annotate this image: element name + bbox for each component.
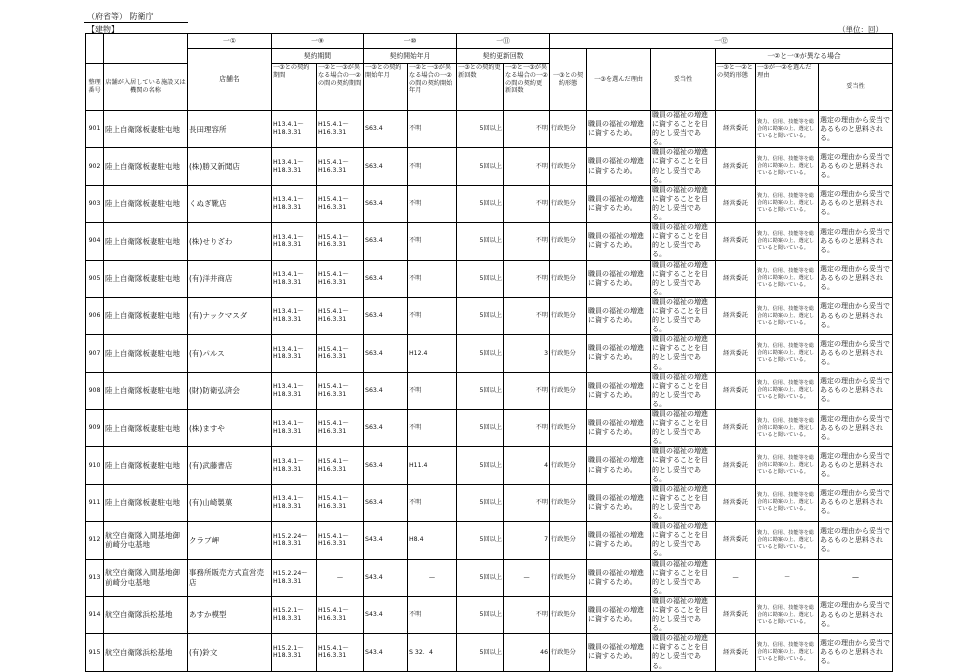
start-3-cell: S63.4 (364, 185, 408, 222)
form-23-cell: 経営委託 (716, 111, 756, 148)
renew-3-cell: 5回以上 (457, 297, 504, 334)
facility-cell: 陸上自衛隊板妻駐屯地 (104, 223, 188, 260)
renew-3-cell: 5回以上 (457, 372, 504, 409)
period-23-cell: H15.4.1～ H16.3.31 (317, 223, 364, 260)
form-3-cell: 行政処分 (550, 596, 587, 633)
renew-3-cell: 5回以上 (457, 335, 504, 372)
period-3-cell: H13.4.1～ H18.3.31 (272, 185, 317, 222)
col-header-renew-3: 一③との契約更新回数 (457, 64, 504, 111)
shop-name-cell: 事務所販売方式直営売店 (188, 559, 272, 596)
renew-23-cell: 不明 (504, 185, 550, 222)
period-23-cell: H15.4.1～ H16.3.31 (317, 410, 364, 447)
period-23-cell: H15.4.1～ H16.3.31 (317, 148, 364, 185)
reason-3-cell: 職員の福祉の増進に資するため。 (587, 522, 651, 559)
seq-no-cell: 914 (86, 596, 104, 633)
category-label: 【建物】 (87, 25, 119, 34)
period-23-cell: H15.4.1～ H16.3.31 (317, 297, 364, 334)
reason-23-cell: 資力、信用、技能等を総合的に勘案の上、選定していると聞いている。 (756, 522, 819, 559)
col-header-form-3: 一③との契約形態 (550, 49, 587, 111)
validity-cell: 職員の福祉の増進に資することを目的とし妥当である。 (651, 372, 716, 409)
seq-no-cell: 905 (86, 260, 104, 297)
form-3-cell: 行政処分 (550, 148, 587, 185)
start-3-cell: S63.4 (364, 447, 408, 484)
col-header-facility: 店舗が入居している施設又は機関の名称 (104, 64, 188, 111)
facility-cell: 陸上自衛隊板妻駐屯地 (104, 111, 188, 148)
reason-23-cell: 資力、信用、技能等を総合的に勘案の上、選定していると聞いている。 (756, 634, 819, 671)
table-row (86, 148, 893, 185)
col-header-validity: 妥当性 (651, 49, 716, 111)
col-header-seq-no: 整理番号 (86, 64, 104, 111)
reason-23-cell: 資力、信用、技能等を総合的に勘案の上、選定していると聞いている。 (756, 111, 819, 148)
seq-no-cell: 910 (86, 447, 104, 484)
form-3-cell: 行政処分 (550, 410, 587, 447)
start-23-cell: 不明 (408, 372, 457, 409)
reason-3-cell: 職員の福祉の増進に資するため。 (587, 634, 651, 671)
table-row (86, 297, 893, 334)
blank-header-cell (86, 34, 104, 64)
form-23-cell: 経営委託 (716, 223, 756, 260)
period-3-cell: H13.4.1～ H18.3.31 (272, 260, 317, 297)
facility-cell: 陸上自衛隊板妻駐屯地 (104, 297, 188, 334)
group-header-11: 一⑪ (457, 34, 550, 49)
shop-name-cell: 長田理容所 (188, 111, 272, 148)
reason-3-cell: 職員の福祉の増進に資するため。 (587, 297, 651, 334)
period-3-cell: H15.2.1～ H18.3.31 (272, 634, 317, 671)
validity-cell: 職員の福祉の増進に資することを目的とし妥当である。 (651, 260, 716, 297)
validity-cell: 職員の福祉の増進に資することを目的とし妥当である。 (651, 596, 716, 633)
form-23-cell: 経営委託 (716, 260, 756, 297)
renew-3-cell: 5回以上 (457, 596, 504, 633)
renew-23-cell: 不明 (504, 148, 550, 185)
validity-23-cell: — (819, 559, 893, 596)
blank-header-cell (104, 34, 188, 64)
shop-name-cell: (有)洋井商店 (188, 260, 272, 297)
start-3-cell: S63.4 (364, 260, 408, 297)
reason-23-cell: 資力、信用、技能等を総合的に勘案の上、選定していると聞いている。 (756, 596, 819, 633)
renew-23-cell: 4 (504, 447, 550, 484)
reason-3-cell: 職員の福祉の増進に資するため。 (587, 410, 651, 447)
start-23-cell: H8.4 (408, 522, 457, 559)
table-row (86, 559, 893, 596)
form-3-cell: 行政処分 (550, 522, 587, 559)
period-23-cell: H15.4.1～ H16.3.31 (317, 484, 364, 521)
validity-cell: 職員の福祉の増進に資することを目的とし妥当である。 (651, 185, 716, 222)
sub-header-contract-start: 契約開始年月 (364, 49, 457, 64)
table-row (86, 185, 893, 222)
start-3-cell: S63.4 (364, 297, 408, 334)
reason-3-cell: 職員の福祉の増進に資するため。 (587, 447, 651, 484)
validity-cell: 職員の福祉の増進に資することを目的とし妥当である。 (651, 223, 716, 260)
reason-23-cell: 資力、信用、技能等を総合的に勘案の上、選定していると聞いている。 (756, 335, 819, 372)
table-row (86, 223, 893, 260)
reason-23-cell: 資力、信用、技能等を総合的に勘案の上、選定していると聞いている。 (756, 260, 819, 297)
contract-table (85, 33, 893, 672)
validity-23-cell: 選定の理由から妥当であるものと思料される。 (819, 260, 893, 297)
ministry-label: （府省等） 防衛庁 (87, 12, 154, 21)
form-3-cell: 行政処分 (550, 297, 587, 334)
validity-cell: 職員の福祉の増進に資することを目的とし妥当である。 (651, 335, 716, 372)
shop-name-cell: (株)ますや (188, 410, 272, 447)
facility-cell: 航空自衛隊浜松基地 (104, 634, 188, 671)
facility-cell: 陸上自衛隊板妻駐屯地 (104, 335, 188, 372)
start-23-cell: H11.4 (408, 447, 457, 484)
start-23-cell: S 32．4 (408, 634, 457, 671)
period-23-cell: H15.4.1～ H16.3.31 (317, 447, 364, 484)
renew-23-cell: 7 (504, 522, 550, 559)
validity-cell: 職員の福祉の増進に資することを目的とし妥当である。 (651, 634, 716, 671)
period-23-cell: H15.4.1～ H16.3.31 (317, 260, 364, 297)
period-23-cell: H15.4.1～ H16.3.31 (317, 634, 364, 671)
facility-cell: 陸上自衛隊板妻駐屯地 (104, 372, 188, 409)
validity-23-cell: 選定の理由から妥当であるものと思料される。 (819, 447, 893, 484)
renew-23-cell: 不明 (504, 223, 550, 260)
form-3-cell: 行政処分 (550, 447, 587, 484)
reason-3-cell: 職員の福祉の増進に資するため。 (587, 335, 651, 372)
start-23-cell: H12.4 (408, 335, 457, 372)
form-23-cell: 経営委託 (716, 372, 756, 409)
sub-header-mismatch-case: 一②と一③が異なる場合 (716, 49, 893, 64)
form-23-cell: — (716, 559, 756, 596)
form-23-cell: 経営委託 (716, 522, 756, 559)
validity-cell: 職員の福祉の増進に資することを目的とし妥当である。 (651, 148, 716, 185)
table-row (86, 484, 893, 521)
table-row (86, 447, 893, 484)
table-row (86, 596, 893, 633)
validity-23-cell: 選定の理由から妥当であるものと思料される。 (819, 634, 893, 671)
form-23-cell: 経営委託 (716, 447, 756, 484)
period-23-cell: — (317, 559, 364, 596)
seq-no-cell: 906 (86, 297, 104, 334)
reason-23-cell: 資力、信用、技能等を総合的に勘案の上、選定していると聞いている。 (756, 447, 819, 484)
table-row (86, 335, 893, 372)
col-header-reason-23: 一③が一②を選んだ理由 (756, 64, 819, 111)
start-23-cell: 不明 (408, 596, 457, 633)
validity-23-cell: 選定の理由から妥当であるものと思料される。 (819, 148, 893, 185)
sub-header-renewal-count: 契約更新回数 (457, 49, 550, 64)
period-3-cell: H13.4.1～ H18.3.31 (272, 410, 317, 447)
reason-23-cell: 資力、信用、技能等を総合的に勘案の上、選定していると聞いている。 (756, 372, 819, 409)
seq-no-cell: 901 (86, 111, 104, 148)
renew-3-cell: 5回以上 (457, 559, 504, 596)
reason-23-cell: 資力、信用、技能等を総合的に勘案の上、選定していると聞いている。 (756, 185, 819, 222)
period-3-cell: H13.4.1～ H18.3.31 (272, 447, 317, 484)
start-23-cell: 不明 (408, 111, 457, 148)
period-3-cell: H15.2.1～ H18.3.31 (272, 596, 317, 633)
renew-23-cell: 不明 (504, 111, 550, 148)
shop-name-cell: (有)山崎製菓 (188, 484, 272, 521)
validity-23-cell: 選定の理由から妥当であるものと思料される。 (819, 522, 893, 559)
col-header-period-3: 一③との契約期間 (272, 64, 317, 111)
col-header-start-23: 一②と一③が異なる場合の一②の間の契約開始年月 (408, 64, 457, 111)
renew-3-cell: 5回以上 (457, 148, 504, 185)
renew-3-cell: 5回以上 (457, 410, 504, 447)
period-23-cell: H15.4.1～ H16.3.31 (317, 596, 364, 633)
period-23-cell: H15.4.1～ H16.3.31 (317, 522, 364, 559)
period-3-cell: H13.4.1～ H18.3.31 (272, 223, 317, 260)
table-row (86, 111, 893, 148)
reason-3-cell: 職員の福祉の増進に資するため。 (587, 484, 651, 521)
facility-cell: 航空自衛隊入間基地御前崎分屯基地 (104, 559, 188, 596)
period-3-cell: H13.4.1～ H18.3.31 (272, 148, 317, 185)
validity-23-cell: 選定の理由から妥当であるものと思料される。 (819, 484, 893, 521)
period-23-cell: H15.4.1～ H16.3.31 (317, 111, 364, 148)
renew-3-cell: 5回以上 (457, 484, 504, 521)
period-23-cell: H15.4.1～ H16.3.31 (317, 372, 364, 409)
reason-3-cell: 職員の福祉の増進に資するため。 (587, 223, 651, 260)
reason-23-cell: 資力、信用、技能等を総合的に勘案の上、選定していると聞いている。 (756, 484, 819, 521)
form-23-cell: 経営委託 (716, 484, 756, 521)
reason-3-cell: 職員の福祉の増進に資するため。 (587, 596, 651, 633)
form-23-cell: 経営委託 (716, 148, 756, 185)
col-header-period-23: 一②と一③が異なる場合の一②の間の契約期間 (317, 64, 364, 111)
seq-no-cell: 915 (86, 634, 104, 671)
start-23-cell: — (408, 559, 457, 596)
shop-name-cell: くぬぎ靴店 (188, 185, 272, 222)
renew-23-cell: 不明 (504, 410, 550, 447)
header-underline (84, 22, 188, 23)
reason-3-cell: 職員の福祉の増進に資するため。 (587, 185, 651, 222)
shop-name-cell: クラブ岬 (188, 522, 272, 559)
unit-label: （単位：回） (838, 25, 883, 34)
renew-23-cell: 3 (504, 335, 550, 372)
group-header-12: 一⑫ (550, 34, 893, 49)
period-3-cell: H15.2.24～ H18.3.31 (272, 522, 317, 559)
table-row (86, 522, 893, 559)
start-23-cell: 不明 (408, 223, 457, 260)
group-header-9: 一⑨ (272, 34, 364, 49)
form-3-cell: 行政処分 (550, 223, 587, 260)
form-3-cell: 行政処分 (550, 185, 587, 222)
start-3-cell: S63.4 (364, 410, 408, 447)
start-23-cell: 不明 (408, 185, 457, 222)
start-3-cell: S63.4 (364, 111, 408, 148)
start-3-cell: S43.4 (364, 596, 408, 633)
reason-3-cell: 職員の福祉の増進に資するため。 (587, 559, 651, 596)
form-23-cell: 経営委託 (716, 634, 756, 671)
period-3-cell: H13.4.1～ H18.3.31 (272, 111, 317, 148)
renew-23-cell: — (504, 559, 550, 596)
start-3-cell: S43.4 (364, 634, 408, 671)
col-header-form-23: 一③と一②との契約形態 (716, 64, 756, 111)
renew-23-cell: 46 (504, 634, 550, 671)
form-3-cell: 行政処分 (550, 111, 587, 148)
period-3-cell: H13.4.1～ H18.3.31 (272, 335, 317, 372)
validity-23-cell: 選定の理由から妥当であるものと思料される。 (819, 185, 893, 222)
facility-cell: 陸上自衛隊板妻駐屯地 (104, 260, 188, 297)
seq-no-cell: 909 (86, 410, 104, 447)
start-3-cell: S43.4 (364, 522, 408, 559)
renew-3-cell: 5回以上 (457, 260, 504, 297)
seq-no-cell: 907 (86, 335, 104, 372)
validity-23-cell: 選定の理由から妥当であるものと思料される。 (819, 297, 893, 334)
validity-23-cell: 選定の理由から妥当であるものと思料される。 (819, 596, 893, 633)
facility-cell: 航空自衛隊浜松基地 (104, 596, 188, 633)
seq-no-cell: 913 (86, 559, 104, 596)
validity-23-cell: 選定の理由から妥当であるものと思料される。 (819, 410, 893, 447)
validity-cell: 職員の福祉の増進に資することを目的とし妥当である。 (651, 559, 716, 596)
start-23-cell: 不明 (408, 148, 457, 185)
reason-23-cell: — (756, 559, 819, 596)
reason-3-cell: 職員の福祉の増進に資するため。 (587, 111, 651, 148)
start-3-cell: S43.4 (364, 559, 408, 596)
shop-name-cell: (有)武藤書店 (188, 447, 272, 484)
form-23-cell: 経営委託 (716, 410, 756, 447)
renew-3-cell: 5回以上 (457, 634, 504, 671)
reason-3-cell: 職員の福祉の増進に資するため。 (587, 372, 651, 409)
table-row (86, 634, 893, 671)
seq-no-cell: 902 (86, 148, 104, 185)
start-3-cell: S63.4 (364, 223, 408, 260)
form-23-cell: 経営委託 (716, 335, 756, 372)
renew-3-cell: 5回以上 (457, 185, 504, 222)
period-3-cell: H15.2.24～ H18.3.31 (272, 559, 317, 596)
reason-23-cell: 資力、信用、技能等を総合的に勘案の上、選定していると聞いている。 (756, 223, 819, 260)
validity-23-cell: 選定の理由から妥当であるものと思料される。 (819, 335, 893, 372)
col-header-start-3: 一③との契約開始年月 (364, 64, 408, 111)
group-header-1: 一① (188, 34, 272, 49)
start-23-cell: 不明 (408, 410, 457, 447)
sub-header-contract-period: 契約期間 (272, 49, 364, 64)
start-23-cell: 不明 (408, 484, 457, 521)
seq-no-cell: 912 (86, 522, 104, 559)
validity-23-cell: 選定の理由から妥当であるものと思料される。 (819, 111, 893, 148)
reason-23-cell: 資力、信用、技能等を総合的に勘案の上、選定していると聞いている。 (756, 410, 819, 447)
col-header-reason-3: 一③を選んだ理由 (587, 49, 651, 111)
group-header-10: 一⑩ (364, 34, 457, 49)
form-3-cell: 行政処分 (550, 260, 587, 297)
renew-23-cell: 不明 (504, 372, 550, 409)
validity-23-cell: 選定の理由から妥当であるものと思料される。 (819, 372, 893, 409)
period-3-cell: H13.4.1～ H18.3.31 (272, 484, 317, 521)
validity-23-cell: 選定の理由から妥当であるものと思料される。 (819, 223, 893, 260)
col-header-renew-23: 一②と一③が異なる場合の一②の間の契約更新回数 (504, 64, 550, 111)
start-3-cell: S63.4 (364, 484, 408, 521)
start-3-cell: S63.4 (364, 335, 408, 372)
facility-cell: 陸上自衛隊板妻駐屯地 (104, 185, 188, 222)
form-3-cell: 行政処分 (550, 335, 587, 372)
form-3-cell: 行政処分 (550, 559, 587, 596)
form-3-cell: 行政処分 (550, 634, 587, 671)
validity-cell: 職員の福祉の増進に資することを目的とし妥当である。 (651, 111, 716, 148)
renew-23-cell: 不明 (504, 596, 550, 633)
form-23-cell: 経営委託 (716, 185, 756, 222)
reason-23-cell: 資力、信用、技能等を総合的に勘案の上、選定していると聞いている。 (756, 148, 819, 185)
start-23-cell: 不明 (408, 260, 457, 297)
table-row (86, 372, 893, 409)
seq-no-cell: 911 (86, 484, 104, 521)
validity-cell: 職員の福祉の増進に資することを目的とし妥当である。 (651, 297, 716, 334)
seq-no-cell: 908 (86, 372, 104, 409)
table-body (86, 111, 893, 672)
renew-3-cell: 5回以上 (457, 223, 504, 260)
shop-name-cell: (株)勝又新聞店 (188, 148, 272, 185)
renew-23-cell: 不明 (504, 260, 550, 297)
table-row (86, 260, 893, 297)
validity-cell: 職員の福祉の増進に資することを目的とし妥当である。 (651, 410, 716, 447)
form-23-cell: 経営委託 (716, 297, 756, 334)
col-header-shop: 店舗名 (188, 49, 272, 111)
period-3-cell: H13.4.1～ H18.3.31 (272, 297, 317, 334)
facility-cell: 陸上自衛隊板妻駐屯地 (104, 447, 188, 484)
form-3-cell: 行政処分 (550, 484, 587, 521)
renew-3-cell: 5回以上 (457, 447, 504, 484)
shop-name-cell: あすか模型 (188, 596, 272, 633)
period-3-cell: H13.4.1～ H18.3.31 (272, 372, 317, 409)
renew-23-cell: 不明 (504, 297, 550, 334)
validity-cell: 職員の福祉の増進に資することを目的とし妥当である。 (651, 447, 716, 484)
renew-3-cell: 5回以上 (457, 111, 504, 148)
form-3-cell: 行政処分 (550, 372, 587, 409)
period-23-cell: H15.4.1～ H16.3.31 (317, 335, 364, 372)
start-23-cell: 不明 (408, 297, 457, 334)
shop-name-cell: (財)防衛弘済会 (188, 372, 272, 409)
shop-name-cell: (有)パルス (188, 335, 272, 372)
reason-23-cell: 資力、信用、技能等を総合的に勘案の上、選定していると聞いている。 (756, 297, 819, 334)
validity-cell: 職員の福祉の増進に資することを目的とし妥当である。 (651, 484, 716, 521)
start-3-cell: S63.4 (364, 148, 408, 185)
seq-no-cell: 903 (86, 185, 104, 222)
facility-cell: 航空自衛隊入間基地御前崎分屯基地 (104, 522, 188, 559)
shop-name-cell: (有)鈴文 (188, 634, 272, 671)
reason-3-cell: 職員の福祉の増進に資するため。 (587, 260, 651, 297)
renew-23-cell: 不明 (504, 484, 550, 521)
facility-cell: 陸上自衛隊板妻駐屯地 (104, 484, 188, 521)
form-23-cell: 経営委託 (716, 596, 756, 633)
shop-name-cell: (有)ナックマスダ (188, 297, 272, 334)
col-header-validity-23: 妥当性 (819, 64, 893, 111)
validity-cell: 職員の福祉の増進に資することを目的とし妥当である。 (651, 522, 716, 559)
start-3-cell: S63.4 (364, 372, 408, 409)
facility-cell: 陸上自衛隊板妻駐屯地 (104, 148, 188, 185)
shop-name-cell: (株)せりざわ (188, 223, 272, 260)
seq-no-cell: 904 (86, 223, 104, 260)
renew-3-cell: 5回以上 (457, 522, 504, 559)
facility-cell: 陸上自衛隊板妻駐屯地 (104, 410, 188, 447)
reason-3-cell: 職員の福祉の増進に資するため。 (587, 148, 651, 185)
period-23-cell: H15.4.1～ H16.3.31 (317, 185, 364, 222)
table-row (86, 410, 893, 447)
